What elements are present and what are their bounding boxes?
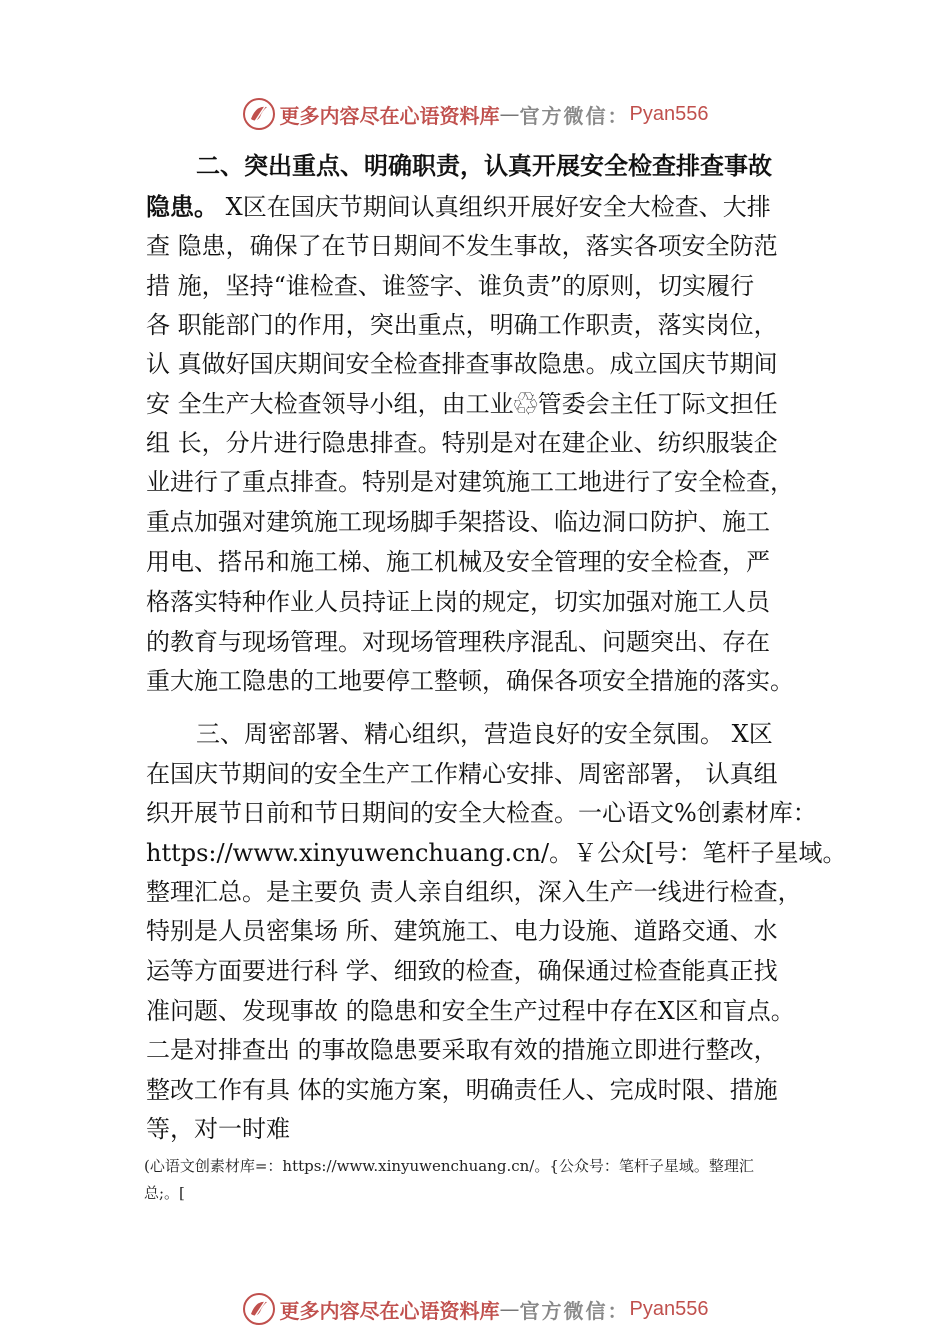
- footnote-line-1: (心语文创素材库=：https://www.xinyuwenchuang.cn/。{公众号：笔杆子星域。整理汇: [144, 1157, 754, 1175]
- footer-wechat-label: 官方微信：: [519, 1298, 630, 1323]
- header-promo-text: 更多内容尽在心语资料库: [279, 103, 500, 128]
- footer-promo-text: 更多内容尽在心语资料库: [279, 1298, 500, 1323]
- section3-line-11: 等，对一时难: [146, 1115, 290, 1143]
- section2-line-3: 措 施，坚持“谁检查、谁签字、谁负责”的原则，切实履行: [146, 272, 755, 300]
- section2-line-4: 各 职能部门的作用，突出重点，明确工作职责，落实岗位，: [146, 311, 778, 339]
- section2-line-10: 用电、搭吊和施工梯、施工机械及安全管理的安全检查，严: [146, 548, 770, 576]
- section2-line-11: 格落实特种作业人员持证上岗的规定，切实加强对施工人员: [146, 588, 770, 616]
- header-wechat-label: 官方微信：: [519, 103, 630, 128]
- section3-line-8: 准问题、发现事故 的隐患和安全生产过程中存在X区和盲点。: [146, 997, 795, 1025]
- section3-line-9: 二是对排查出 的事故隐患要采取有效的措施立即进行整改，: [146, 1036, 778, 1064]
- section3-line-3: 织开展节日前和节日期间的安全大检查。一心语文%创素材库：: [146, 799, 817, 827]
- section2-line-2: 查 隐患，确保了在节日期间不发生事故，落实各项安全防范: [146, 232, 778, 260]
- section2-line-1-text: X区在国庆节期间认真组织开展好安全大检查、大排: [218, 193, 771, 221]
- section3-line-6: 特别是人员密集场 所、建筑施工、电力设施、道路交通、水: [146, 917, 778, 945]
- section2-line-13: 重大施工隐患的工地要停工整顿，确保各项安全措施的落实。: [146, 667, 794, 695]
- xinyu-logo-icon: [242, 97, 276, 131]
- section2-heading: 二、突出重点、明确职责，认真开展安全检查排查事故: [196, 152, 772, 180]
- section3-line-5: 整理汇总。是主要负 责人亲自组织，深入生产一线进行检查，: [146, 878, 802, 906]
- section2-heading-end: 隐患。: [146, 193, 218, 221]
- header-banner: [0, 92, 950, 136]
- header-wechat-id: Pyan556: [629, 102, 709, 125]
- section3-line-2: 在国庆节期间的安全生产工作精心安排、周密部署， 认真组: [146, 760, 778, 788]
- footnote-line-2: 总;。[: [144, 1184, 185, 1202]
- xinyu-logo-icon: [242, 1292, 276, 1326]
- section3-line-1: 三、周密部署、精心组织，营造良好的安全氛围。 X区: [196, 720, 773, 748]
- section2-line-1: [146, 191, 771, 223]
- section2-line-8: 业进行了重点排查。特别是对建筑施工工地进行了安全检查，: [146, 468, 794, 496]
- section3-line-4: https://www.xinyuwenchuang.cn/。￥公众[号：笔杆子星域。: [146, 839, 847, 867]
- footer-banner: [0, 1287, 950, 1331]
- footer-wechat-id: Pyan556: [629, 1297, 709, 1320]
- section2-line-5: 认 真做好国庆期间安全检查排查事故隐患。成立国庆节期间: [146, 350, 778, 378]
- section2-line-12: 的教育与现场管理。对现场管理秩序混乱、问题突出、存在: [146, 628, 770, 656]
- section2-line-9: 重点加强对建筑施工现场脚手架搭设、临边洞口防护、施工: [146, 508, 770, 536]
- section3-line-10: 整改工作有具 体的实施方案，明确责任人、完成时限、措施: [146, 1076, 778, 1104]
- section2-line-6: 安 全生产大检查领导小组，由工业♲管委会主任丁际文担任: [146, 390, 778, 418]
- section3-line-7: 运等方面要进行科 学、细致的检查，确保通过检查能真正找: [146, 957, 778, 985]
- footer-separator: —: [499, 1297, 520, 1321]
- header-separator: —: [499, 102, 520, 126]
- section2-line-7: 组 长，分片进行隐患排查。特别是对在建企业、纺织服装企: [146, 429, 778, 457]
